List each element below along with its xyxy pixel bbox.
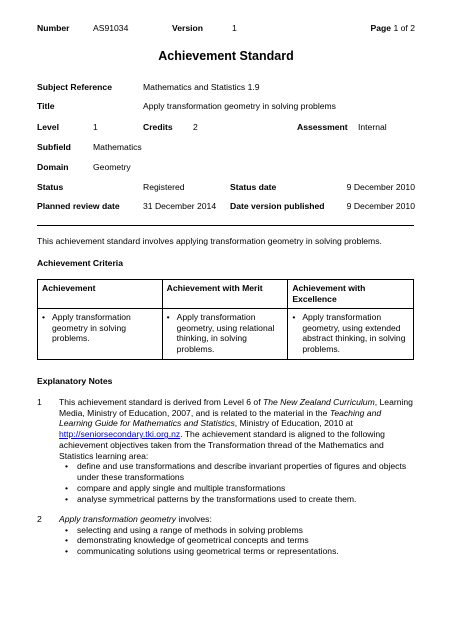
number-label: Number: [37, 23, 70, 33]
version-value: 1: [232, 23, 237, 33]
note-text: . The achievement standard is aligned to the following achievement objectives taken from the Transformation thread of the Mathematics and Statistics learning area:: [59, 429, 385, 461]
bullet-icon: •: [65, 535, 69, 546]
criteria-column-header: Achievement with Excellence: [288, 280, 414, 309]
note-2-bullets: [59, 525, 415, 557]
level-value: 1: [93, 122, 98, 132]
planned-review-label: Planned review date: [37, 201, 120, 211]
bullet-icon: •: [65, 493, 69, 504]
criteria-cell-text: Apply transformation geometry, using extended abstract thinking, in solving problems.: [302, 312, 406, 355]
notes-heading: Explanatory Notes: [37, 376, 113, 386]
planned-review-value: 31 December 2014: [143, 201, 217, 211]
guide-title: Teaching and Learning Guide for Mathematics and Statistics: [59, 407, 382, 429]
credits-value: 2: [193, 122, 198, 132]
bullet-icon: •: [292, 312, 296, 322]
bullet-icon: •: [65, 546, 69, 557]
note-number: 1: [37, 397, 42, 407]
criteria-cell: [162, 309, 288, 360]
page-header: [37, 23, 415, 35]
bullet-icon: •: [166, 312, 170, 322]
domain-label: Domain: [37, 162, 69, 172]
note-body: [59, 397, 415, 504]
subfield-value: Mathematics: [93, 142, 142, 152]
assessment-value: Internal: [358, 122, 387, 132]
list-item-text: compare and apply single and multiple transformations: [77, 482, 286, 493]
horizontal-rule: [37, 225, 414, 226]
criteria-cell: [288, 309, 414, 360]
bullet-icon: •: [65, 461, 69, 472]
title-value: Apply transformation geometry in solving problems: [143, 101, 336, 111]
note-text: , Learning Media, Ministry of Education, 2007, and is related to the material in the: [59, 397, 413, 418]
number-value: AS91034: [93, 23, 129, 33]
list-item-text: selecting and using a range of methods in solving problems: [77, 524, 303, 535]
subfield-label: Subfield: [37, 142, 71, 152]
title-label: Title: [37, 101, 55, 111]
note-term: Apply transformation geometry: [59, 514, 177, 524]
note-body: [59, 514, 415, 557]
page-label: Page: [370, 23, 392, 33]
list-item-text: communicating solutions using geometrical terms or representations.: [77, 546, 339, 557]
criteria-cell-text: Apply transformation geometry in solving problems.: [52, 312, 131, 344]
list-item-text: define and use transformations and describe invariant properties of figures and objects under these transformations: [77, 461, 407, 483]
criteria-heading: Achievement Criteria: [37, 258, 123, 268]
status-date-label: Status date: [230, 182, 277, 192]
credits-label: Credits: [143, 122, 173, 132]
list-item: [59, 525, 415, 536]
subject-reference-label: Subject Reference: [37, 82, 112, 92]
criteria-cell-text: Apply transformation geometry, using relational thinking, in solving problems.: [176, 312, 275, 355]
status-label: Status: [37, 182, 64, 192]
subject-reference-value: Mathematics and Statistics 1.9: [143, 82, 260, 92]
criteria-column-header: Achievement with Merit: [162, 280, 288, 309]
date-published-value: 9 December 2010: [346, 201, 415, 211]
note-text: This achievement standard is derived from Level 6 of: [59, 397, 263, 407]
page-value: 1 of 2: [393, 23, 415, 33]
tki-link[interactable]: http://seniorsecondary.tki.org.nz: [59, 429, 181, 440]
note-1-bullets: [59, 461, 415, 504]
note-paragraph: [59, 514, 415, 525]
list-item: [59, 483, 415, 494]
list-item-text: demonstrating knowledge of geometrical concepts and terms: [77, 535, 309, 546]
document-title: Achievement Standard: [158, 49, 294, 63]
list-item: [59, 535, 415, 546]
criteria-table: [37, 279, 414, 360]
domain-value: Geometry: [93, 162, 131, 172]
status-value: Registered: [143, 182, 185, 192]
list-item-text: analyse symmetrical patterns by the transformations used to create them.: [77, 493, 357, 504]
version-label: Version: [172, 23, 204, 33]
note-number: 2: [37, 514, 42, 524]
criteria-cell: [38, 309, 163, 360]
list-item: [59, 546, 415, 557]
criteria-column-header: Achievement: [38, 280, 163, 309]
bullet-icon: •: [42, 312, 46, 322]
criteria-header-row: [38, 280, 414, 309]
status-date-value: 9 December 2010: [346, 182, 415, 192]
page-indicator: [371, 23, 415, 34]
date-published-label: Date version published: [230, 201, 325, 211]
bullet-icon: •: [65, 524, 69, 535]
bullet-icon: •: [65, 482, 69, 493]
list-item: [59, 461, 415, 482]
level-label: Level: [37, 122, 59, 132]
criteria-body-row: [38, 309, 414, 360]
assessment-label: Assessment: [297, 122, 348, 132]
note-paragraph: [59, 397, 415, 461]
list-item: [59, 494, 415, 505]
curriculum-title: The New Zealand Curriculum: [262, 397, 375, 407]
note-text: , Ministry of Education, 2010 at: [234, 418, 353, 429]
intro-paragraph: This achievement standard involves applying transformation geometry in solving problems.: [37, 236, 382, 246]
note-text: involves:: [176, 514, 212, 524]
